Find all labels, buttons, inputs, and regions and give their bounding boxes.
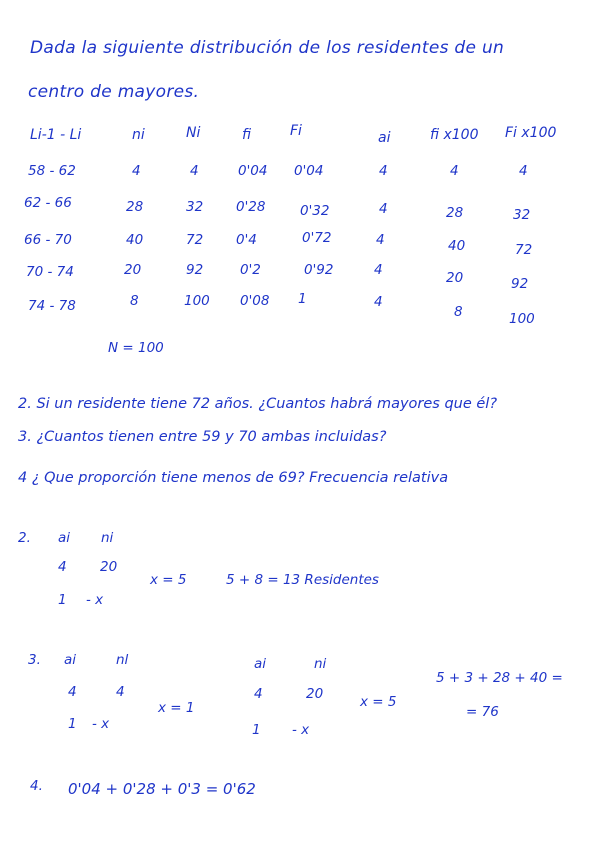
header-Fi-x100: Fi x100	[505, 125, 557, 141]
cell-Fi-x100: 92	[511, 276, 529, 292]
cell-Fi: 1	[298, 291, 307, 307]
work-q3b-x-value: x = 5	[360, 694, 397, 710]
work-q3a-x-value: x = 1	[158, 700, 195, 716]
cell-ni: 40	[126, 232, 144, 248]
work-q3b-header-ni: ni	[314, 656, 327, 672]
cell-fi: 0'28	[236, 199, 266, 215]
title-line-1: Dada la siguiente distribución de los residentes de un	[30, 38, 505, 58]
question-4: 4 ¿ Que proporción tiene menos de 69? Frecuencia relativa	[18, 470, 449, 486]
cell-ni: 4	[132, 163, 141, 179]
cell-interval: 62 - 66	[24, 195, 72, 211]
cell-Fi-x100: 100	[509, 311, 535, 327]
header-ai: ai	[378, 130, 391, 146]
work-q3a-r1-ai: 4	[68, 684, 77, 700]
work-q2-r2-ai: 1	[58, 592, 67, 608]
work-q2-header-ai: ai	[58, 530, 71, 546]
cell-fi: 0'04	[238, 163, 268, 179]
cell-Ni: 32	[186, 199, 204, 215]
work-q2-result: 5 + 8 = 13 Residentes	[226, 572, 379, 588]
header-fi-x100: fi x100	[430, 127, 479, 143]
cell-Ni: 4	[190, 163, 199, 179]
cell-fi-x100: 28	[446, 205, 464, 221]
cell-ni: 28	[126, 199, 144, 215]
work-q2-x-value: x = 5	[150, 572, 187, 588]
title-line-2: centro de mayores.	[28, 82, 200, 102]
work-q3b-r1-ai: 4	[254, 686, 263, 702]
header-fi: fi	[242, 127, 252, 143]
cell-Ni: 72	[186, 232, 204, 248]
work-q3a-header-ai: ai	[64, 652, 77, 668]
work-q3-result: = 76	[466, 704, 499, 720]
cell-fi-x100: 40	[448, 238, 466, 254]
work-q4-number: 4.	[30, 778, 43, 794]
work-q2-r1-ai: 4	[58, 559, 67, 575]
cell-ai: 4	[374, 294, 383, 310]
cell-interval: 70 - 74	[26, 264, 74, 280]
total-N: N = 100	[108, 340, 164, 356]
cell-ai: 4	[376, 232, 385, 248]
work-q3-number: 3.	[28, 652, 41, 668]
work-q3b-r2-ni: - x	[292, 722, 310, 738]
work-q3b-r2-ai: 1	[252, 722, 261, 738]
work-q2-number: 2.	[18, 530, 31, 546]
cell-Fi-x100: 4	[519, 163, 528, 179]
cell-ai: 4	[379, 201, 388, 217]
work-q3a-r2-ni: - x	[92, 716, 110, 732]
header-Fi: Fi	[290, 123, 302, 139]
cell-ai: 4	[374, 262, 383, 278]
cell-Ni: 92	[186, 262, 204, 278]
work-q3b-header-ai: ai	[254, 656, 267, 672]
cell-ni: 20	[124, 262, 142, 278]
work-q3-sum: 5 + 3 + 28 + 40 =	[436, 670, 563, 686]
cell-Fi: 0'92	[304, 262, 334, 278]
cell-Fi: 0'32	[300, 203, 330, 219]
cell-fi-x100: 4	[450, 163, 459, 179]
header-interval: Li-1 - Li	[30, 127, 82, 143]
question-2: 2. Si un residente tiene 72 años. ¿Cuantos habrá mayores que él?	[18, 396, 498, 412]
work-q2-r1-ni: 20	[100, 559, 118, 575]
cell-interval: 58 - 62	[28, 163, 76, 179]
cell-ni: 8	[130, 293, 139, 309]
work-q3b-r1-ni: 20	[306, 686, 324, 702]
work-q2-r2-ni: - x	[86, 592, 104, 608]
cell-fi: 0'08	[240, 293, 270, 309]
question-3: 3. ¿Cuantos tienen entre 59 y 70 ambas incluidas?	[18, 429, 387, 445]
work-q3a-header-ni: nl	[116, 652, 129, 668]
cell-fi-x100: 20	[446, 270, 464, 286]
header-ni: ni	[132, 127, 145, 143]
cell-Ni: 100	[184, 293, 210, 309]
cell-Fi: 0'04	[294, 163, 324, 179]
work-q3a-r2-ai: 1	[68, 716, 77, 732]
cell-fi-x100: 8	[454, 304, 463, 320]
header-Ni: Ni	[186, 125, 201, 141]
cell-Fi-x100: 32	[513, 207, 531, 223]
work-q3a-r1-ni: 4	[116, 684, 125, 700]
cell-Fi-x100: 72	[515, 242, 533, 258]
cell-interval: 66 - 70	[24, 232, 72, 248]
cell-fi: 0'4	[236, 232, 257, 248]
cell-fi: 0'2	[240, 262, 261, 278]
cell-interval: 74 - 78	[28, 298, 76, 314]
work-q2-header-ni: ni	[101, 530, 114, 546]
work-q4-expression: 0'04 + 0'28 + 0'3 = 0'62	[68, 780, 256, 798]
cell-Fi: 0'72	[302, 230, 332, 246]
cell-ai: 4	[379, 163, 388, 179]
